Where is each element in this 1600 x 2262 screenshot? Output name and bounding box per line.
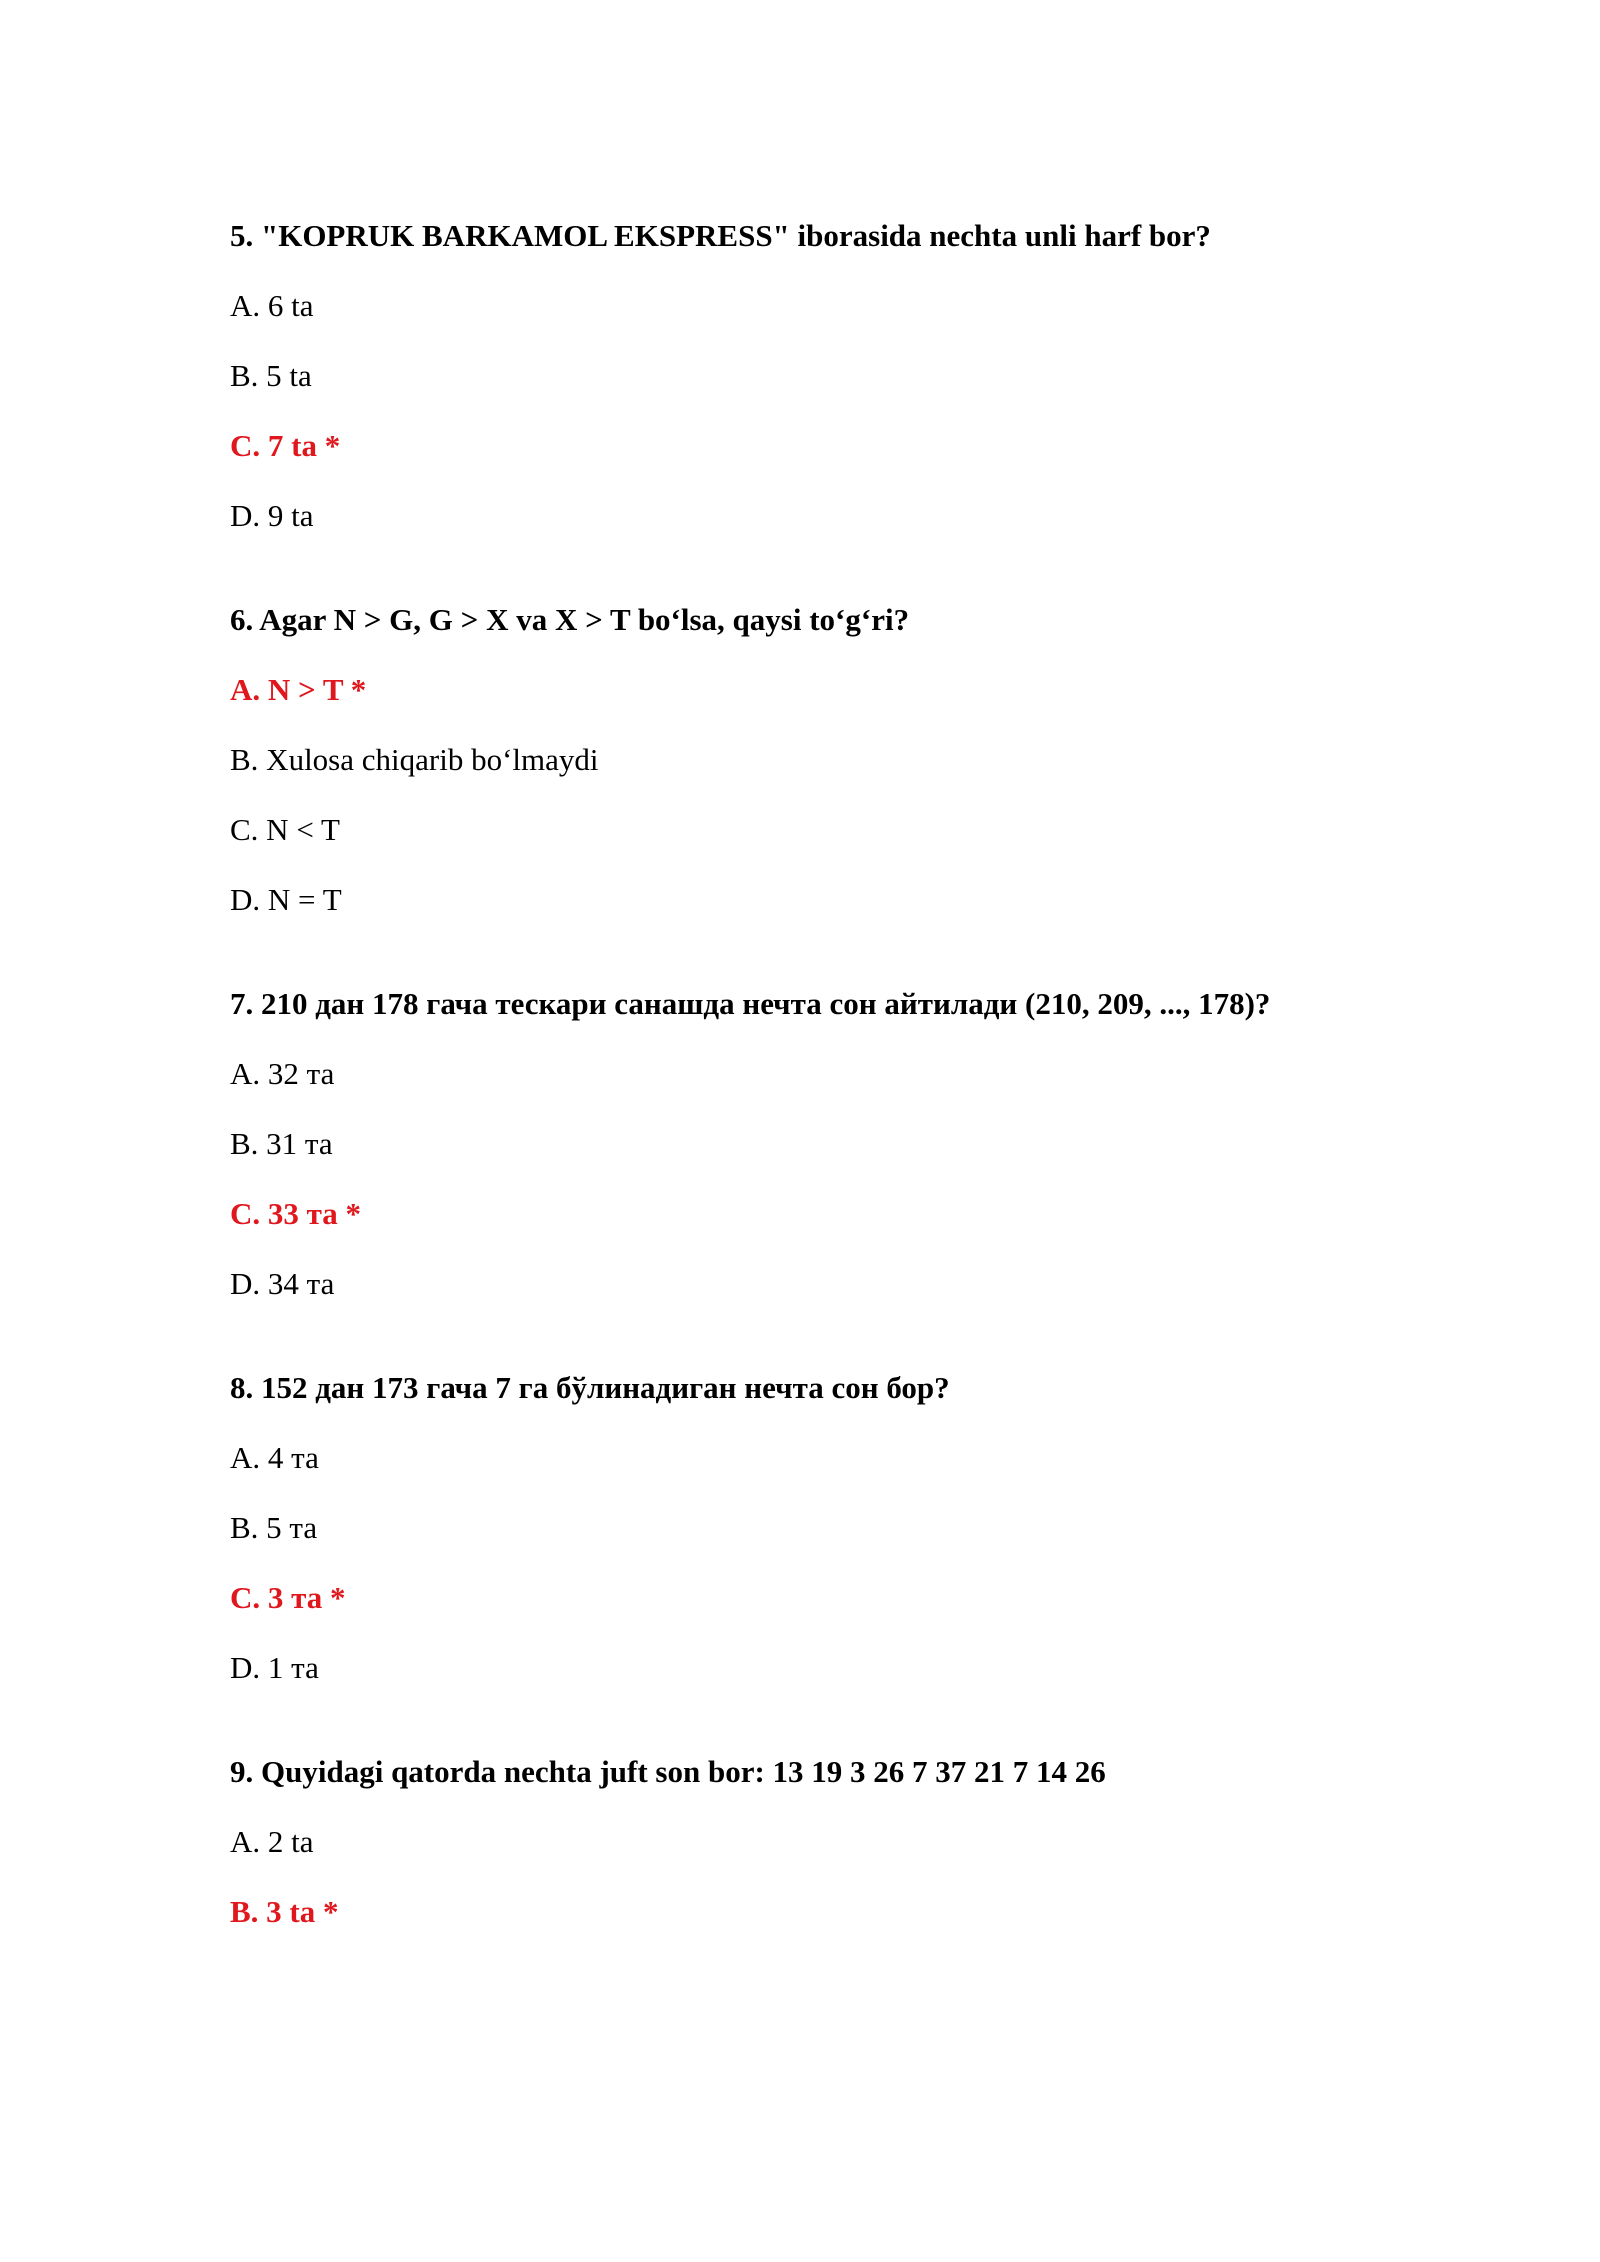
option-d: D. 9 ta — [230, 498, 314, 533]
option-b-correct: B. 3 ta * — [230, 1894, 339, 1929]
question-9 — [230, 1754, 1480, 1930]
question-text: 6. Agar N > G, G > X va X > T bo‘lsa, qaysi to‘g‘ri? — [230, 602, 910, 637]
option-a-correct: A. N > T * — [230, 672, 367, 707]
option-d: D. N = T — [230, 882, 342, 917]
option-a: A. 6 ta — [230, 288, 314, 323]
option-b: B. 5 ta — [230, 358, 312, 393]
option-a: A. 32 та — [230, 1056, 335, 1091]
question-text: 5. "KOPRUK BARKAMOL EKSPRESS" iborasida nechta unli harf bor? — [230, 218, 1211, 253]
option-a: A. 2 ta — [230, 1824, 314, 1859]
option-c-correct: C. 7 ta * — [230, 428, 341, 463]
option-c: C. N < T — [230, 812, 340, 847]
question-6 — [230, 602, 1480, 918]
question-text: 8. 152 дан 173 гача 7 га бўлинадиган нечта сон бор? — [230, 1370, 950, 1405]
option-c-correct: C. 33 та * — [230, 1196, 361, 1231]
quiz-page — [230, 218, 1480, 1998]
option-d: D. 34 та — [230, 1266, 335, 1301]
option-b: B. 5 та — [230, 1510, 318, 1545]
question-text: 9. Quyidagi qatorda nechta juft son bor: 13 19 3 26 7 37 21 7 14 26 — [230, 1754, 1106, 1789]
option-a: A. 4 та — [230, 1440, 319, 1475]
option-b: B. 31 та — [230, 1126, 333, 1161]
question-5 — [230, 218, 1480, 534]
question-8 — [230, 1370, 1480, 1686]
option-c-correct: C. 3 та * — [230, 1580, 346, 1615]
question-7 — [230, 986, 1480, 1302]
option-b: B. Xulosa chiqarib bo‘lmaydi — [230, 742, 599, 777]
question-text: 7. 210 дан 178 гача тескари санашда нечта сон айтилади (210, 209, ..., 178)? — [230, 986, 1271, 1021]
option-d: D. 1 та — [230, 1650, 319, 1685]
